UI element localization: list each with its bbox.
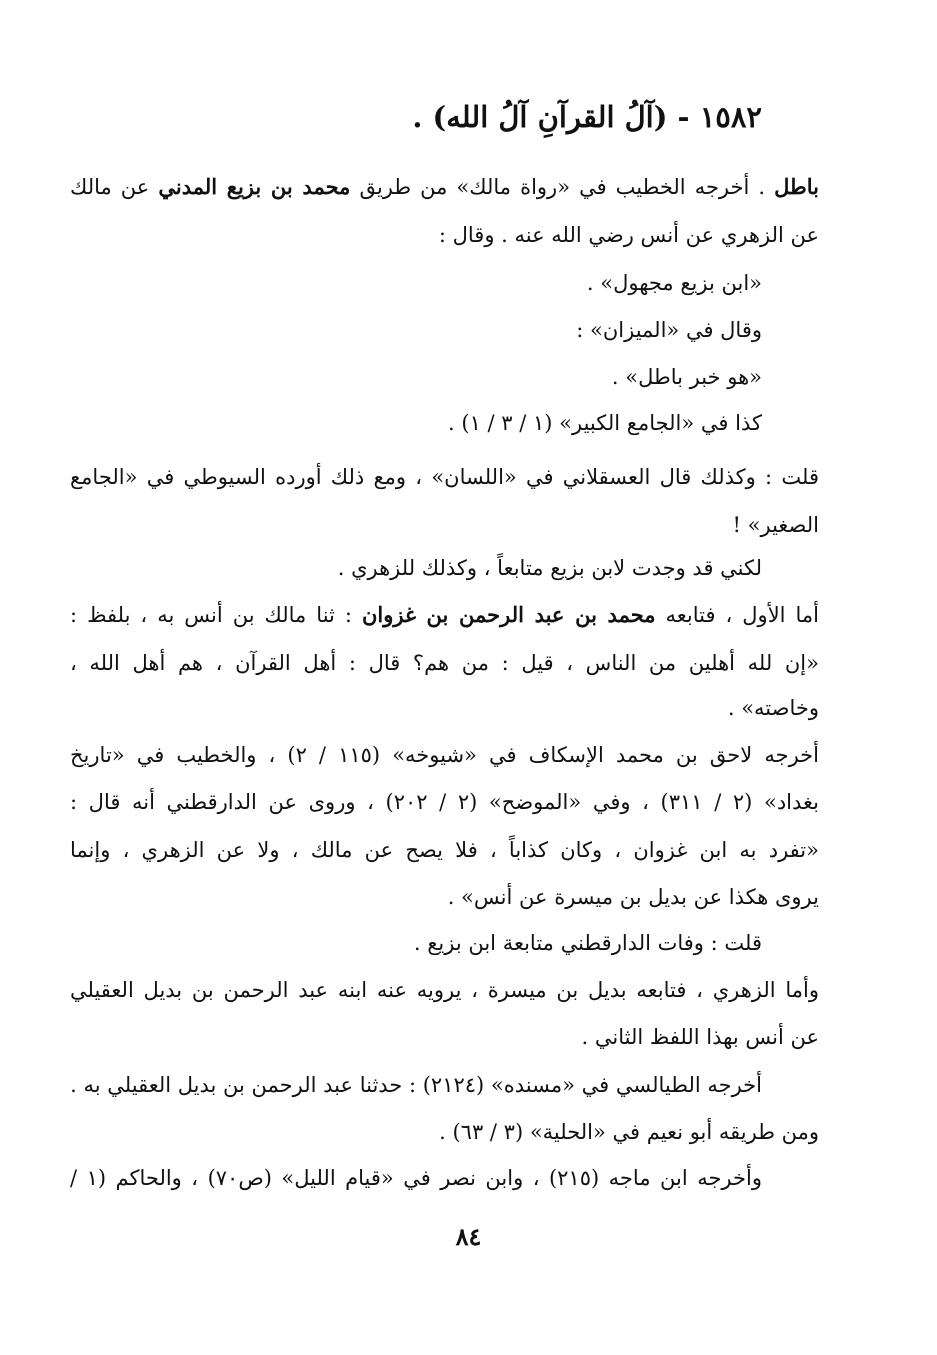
verdict-label: باطل xyxy=(774,174,819,199)
text-line-7: قلت : وكذلك قال العسقلاني في «اللسان» ، ومع ذلك أورده السيوطي في «الجامع xyxy=(70,465,819,489)
text-line-17: قلت : وفات الدارقطني متابعة ابن بزيع . xyxy=(413,931,762,955)
hadith-heading: ١٥٨٢ - (آلُ القرآنِ آلُ الله) . xyxy=(412,100,762,134)
text-line-9: لكني قد وجدت لابن بزيع متابعاً ، وكذلك للزهري . xyxy=(337,556,762,580)
text-line-8: الصغير» ! xyxy=(732,513,819,537)
text-fragment: . أخرجه الخطيب في «رواة مالك» من طريق xyxy=(359,175,766,199)
text-line-11: «إن لله أهلين من الناس ، قيل : من هم؟ قال : أهل القرآن ، هم أهل الله ، xyxy=(70,651,819,675)
text-line-22: وأخرجه ابن ماجه (٢١٥) ، وابن نصر في «قيام الليل» (ص٧٠) ، والحاكم (١ / xyxy=(70,1166,762,1190)
text-fragment: عن مالك xyxy=(70,175,150,199)
text-line-12: وخاصته» . xyxy=(727,696,819,720)
text-line-21: ومن طريقه أبو نعيم في «الحلية» (٣ / ٦٣) . xyxy=(439,1120,819,1144)
text-line-13: أخرجه لاحق بن محمد الإسكاف في «شيوخه» (١١٥ / ٢) ، والخطيب في «تاريخ xyxy=(70,743,819,767)
text-line-5: «هو خبر باطل» . xyxy=(611,365,762,389)
text-line-15: «تفرد به ابن غزوان ، وكان كذاباً ، فلا يصح عن مالك ، ولا عن الزهري ، وإنما xyxy=(70,838,819,862)
text-line-16: يروى هكذا عن بديل بن ميسرة عن أنس» . xyxy=(447,885,819,909)
text-line-14: بغداد» (٢ / ٣١١) ، وفي «الموضح» (٢ / ٢٠٢) ، وروى عن الدارقطني أنه قال : xyxy=(70,790,820,814)
text-fragment: أما الأول ، فتابعه xyxy=(665,603,819,627)
text-line-6: كذا في «الجامع الكبير» (١ / ٣ / ١) . xyxy=(448,411,762,435)
text-line-4: وقال في «الميزان» : xyxy=(576,318,762,342)
text-line-19: عن أنس بهذا اللفظ الثاني . xyxy=(581,1025,819,1049)
narrator-name: محمد بن عبد الرحمن بن غزوان xyxy=(361,602,656,627)
text-fragment: : ثنا مالك بن أنس به ، بلفظ : xyxy=(70,603,352,627)
text-line-18: وأما الزهري ، فتابعه بديل بن ميسرة ، يرويه عنه ابنه عبد الرحمن بن بديل العقيلي xyxy=(70,978,819,1002)
text-line-3: «ابن بزيع مجهول» . xyxy=(586,271,762,295)
page-number: ٨٤ xyxy=(455,1222,482,1251)
text-line-1 xyxy=(70,172,819,202)
text-line-2: عن الزهري عن أنس رضي الله عنه . وقال : xyxy=(438,223,819,247)
text-line-20: أخرجه الطيالسي في «مسنده» (٢١٢٤) : حدثنا عبد الرحمن بن بديل العقيلي به . xyxy=(70,1073,762,1097)
narrator-name: محمد بن بزيع المدني xyxy=(158,174,351,199)
text-line-10 xyxy=(70,600,819,630)
